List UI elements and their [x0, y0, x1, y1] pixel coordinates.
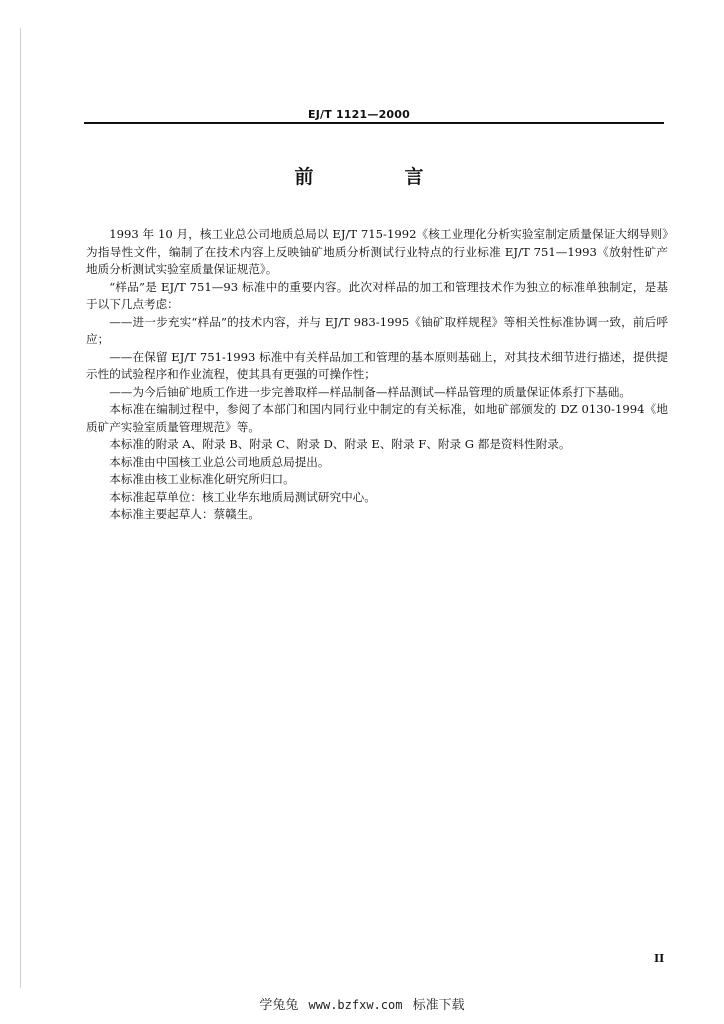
- page-title: 前 言: [294, 166, 460, 188]
- standard-code: EJ/T 1121—2000: [308, 108, 410, 121]
- foreword-body: [86, 226, 668, 524]
- footer-url[interactable]: www.bzfxw.com: [308, 998, 403, 1012]
- paragraph: 本标准起草单位：核工业华东地质局测试研究中心。: [109, 489, 376, 504]
- page-number: II: [654, 952, 665, 965]
- paragraph: 本标准由核工业标准化研究所归口。: [109, 472, 295, 486]
- paragraph: 本标准的附录 A、附录 B、附录 C、附录 D、附录 E、附录 F、附录 G 都是资料性附录。: [109, 437, 571, 451]
- paragraph: “样品”是 EJ/T 751—93 标准中的重要内容。此次对样品的加工和管理技术作为独立的标准单独制定，是基于以下几点考虑：: [86, 279, 668, 311]
- footer-site-name: 学兔兔: [259, 998, 299, 1013]
- paragraph: 本标准在编制过程中，参阅了本部门和国内同行业中制定的有关标准，如地矿部颁发的 DZ 0130-1994《地质矿产实验室质量管理规范》等。: [86, 402, 668, 434]
- paragraph: 1993 年 10 月，核工业总公司地质总局以 EJ/T 715-1992《核工业理化分析实验室制定质量保证大纲导则》为指导性文件，编制了在技术内容上反映铀矿地质分析测试行业特点的行业标准 EJ/T 751—1993《放射性矿产地质分析测试实验室质量保证规范》。: [86, 227, 668, 276]
- footer-tagline: 标准下载: [412, 998, 465, 1013]
- paragraph: ——进一步充实“样品”的技术内容，并与 EJ/T 983-1995《铀矿取样规程》等相关性标准协调一致，前后呼应；: [86, 314, 668, 346]
- paragraph: ——为今后铀矿地质工作进一步完善取样—样品制备—样品测试—样品管理的质量保证体系打下基础。: [109, 384, 631, 399]
- paragraph: 本标准由中国核工业总公司地质总局提出。: [109, 454, 330, 469]
- paragraph: 本标准主要起草人：蔡赣生。: [109, 507, 260, 521]
- footer: [0, 994, 724, 1013]
- paragraph: ——在保留 EJ/T 751-1993 标准中有关样品加工和管理的基本原则基础上，对其技术细节进行描述，提供提示性的试验程序和作业流程，使其具有更强的可操作性；: [86, 349, 668, 381]
- header-rule: [84, 122, 664, 124]
